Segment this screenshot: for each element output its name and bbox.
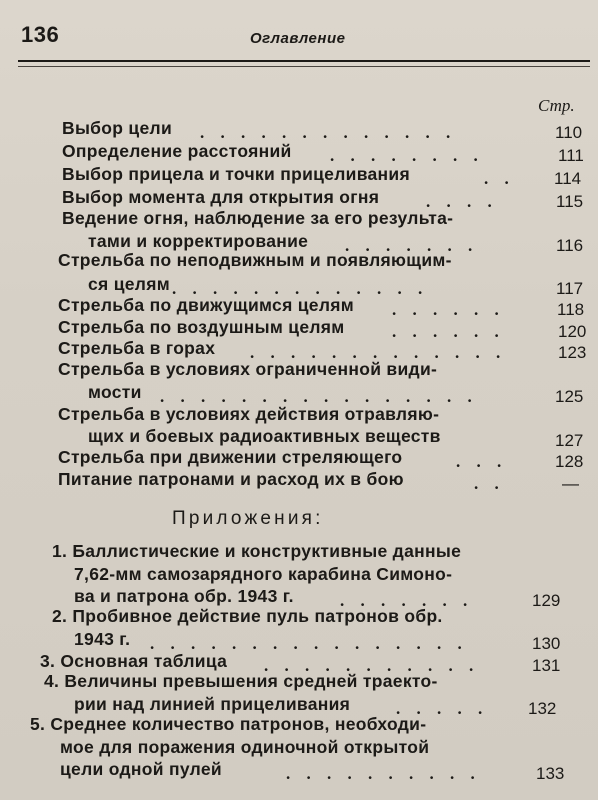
- toc-entry-2-line-1: Определение расстояний: [62, 141, 292, 161]
- toc-entry-5-line-1: Ведение огня, наблюдение за его результа-: [62, 208, 454, 228]
- appendix-3-line-1: 3. Основная таблица: [40, 651, 228, 671]
- toc-entry-2-leader: . . . . . . . .: [330, 146, 484, 165]
- toc-entry-8-leader: . . . . . .: [392, 322, 505, 341]
- toc-entry-5-leader: . . . . . . .: [345, 236, 479, 255]
- toc-entry-3-leader: . .: [484, 169, 515, 188]
- toc-entry-7-leader: . . . . . .: [392, 300, 505, 319]
- toc-entry-9-page: 123: [558, 343, 587, 362]
- appendix-1-leader: . . . . . . .: [340, 591, 474, 610]
- appendix-4-line-1: 4. Величины превышения средней траекто-: [44, 671, 438, 691]
- running-title: Оглавление: [250, 30, 346, 47]
- page-number: 136: [21, 22, 60, 47]
- appendix-2-line-1: 2. Пробивное действие пуль патронов обр.: [52, 606, 443, 626]
- toc-entry-6-line-1: Стрельба по неподвижным и появляющим-: [58, 250, 452, 270]
- appendix-4-line-2: рии над линией прицеливания: [74, 694, 351, 714]
- appendix-5-line-2: мое для поражения одиночной открытой: [60, 737, 430, 757]
- toc-entry-13-page: —: [562, 474, 579, 493]
- toc-entry-13-leader: . .: [474, 474, 505, 493]
- toc-entry-6-leader: . . . . . . . . . . . . .: [172, 279, 429, 298]
- toc-entry-3-line-1: Выбор прицела и точки прицеливания: [62, 164, 410, 184]
- appendix-2-page: 130: [532, 634, 561, 653]
- appendix-1-line-1: 1. Баллистические и конструктивные данные: [52, 541, 462, 561]
- toc-entry-11-page: 127: [555, 431, 584, 450]
- toc-entry-4-line-1: Выбор момента для открытия огня: [62, 187, 380, 207]
- toc-entry-8-page: 120: [558, 322, 587, 341]
- toc-entry-5-line-2: тами и корректирование: [88, 231, 309, 251]
- toc-entry-7-line-1: Стрельба по движущимся целям: [58, 295, 355, 315]
- toc-entry-12-page: 128: [555, 452, 584, 471]
- appendix-2-line-2: 1943 г.: [74, 629, 131, 649]
- appendix-2-leader: . . . . . . . . . . . . . . . .: [150, 634, 468, 653]
- toc-entry-1-page: 110: [555, 123, 583, 142]
- toc-entry-10-page: 125: [555, 387, 584, 406]
- appendix-3-page: 131: [532, 656, 561, 675]
- toc-entry-6-page: 117: [556, 279, 584, 298]
- appendices-heading: Приложения:: [172, 508, 324, 529]
- toc-entry-12-leader: . . .: [456, 452, 508, 471]
- toc-entry-4-page: 115: [556, 192, 584, 211]
- toc-entry-3-page: 114: [554, 169, 582, 188]
- appendix-1-line-3: ва и патрона обр. 1943 г.: [74, 586, 294, 606]
- appendix-5-leader: . . . . . . . . . .: [286, 764, 481, 783]
- appendix-3-leader: . . . . . . . . . . .: [264, 656, 480, 675]
- appendix-5-line-1: 5. Среднее количество патронов, необходи-: [30, 714, 427, 734]
- appendix-1-page: 129: [532, 591, 561, 610]
- toc-entry-11-line-1: Стрельба в условиях действия отравляю-: [58, 404, 440, 424]
- toc-entry-1-line-1: Выбор цели: [62, 118, 172, 138]
- toc-entry-10-leader: . . . . . . . . . . . . . . . .: [160, 387, 478, 406]
- toc-entry-9-line-1: Стрельба в горах: [58, 338, 216, 358]
- toc-entry-12-line-1: Стрельба при движении стреляющего: [58, 447, 403, 467]
- toc-entry-11-line-2: щих и боевых радиоактивных веществ: [88, 426, 441, 446]
- toc-entry-1-leader: . . . . . . . . . . . . .: [200, 123, 457, 142]
- toc-entry-9-leader: . . . . . . . . . . . . .: [250, 343, 507, 362]
- appendix-5-line-3: цели одной пулей: [60, 759, 222, 779]
- appendix-4-page: 132: [528, 699, 557, 718]
- toc-entry-10-line-1: Стрельба в условиях ограниченной види-: [58, 359, 438, 379]
- toc-entry-8-line-1: Стрельба по воздушным целям: [58, 317, 345, 337]
- toc-entry-2-page: 111: [558, 146, 584, 165]
- appendix-1-line-2: 7,62-мм самозарядного карабина Симоно-: [74, 564, 453, 584]
- toc-entry-13-line-1: Питание патронами и расход их в бою: [58, 469, 404, 489]
- toc-entry-6-line-2: ся целям: [88, 274, 170, 294]
- toc-entry-4-leader: . . . .: [426, 192, 498, 211]
- appendix-5-page: 133: [536, 764, 565, 783]
- appendix-4-leader: . . . . .: [396, 699, 489, 718]
- toc-entry-5-page: 116: [556, 236, 584, 255]
- page-column-label: Стр.: [538, 96, 575, 115]
- toc-entry-7-page: 118: [557, 300, 585, 319]
- toc-entry-10-line-2: мости: [88, 382, 142, 402]
